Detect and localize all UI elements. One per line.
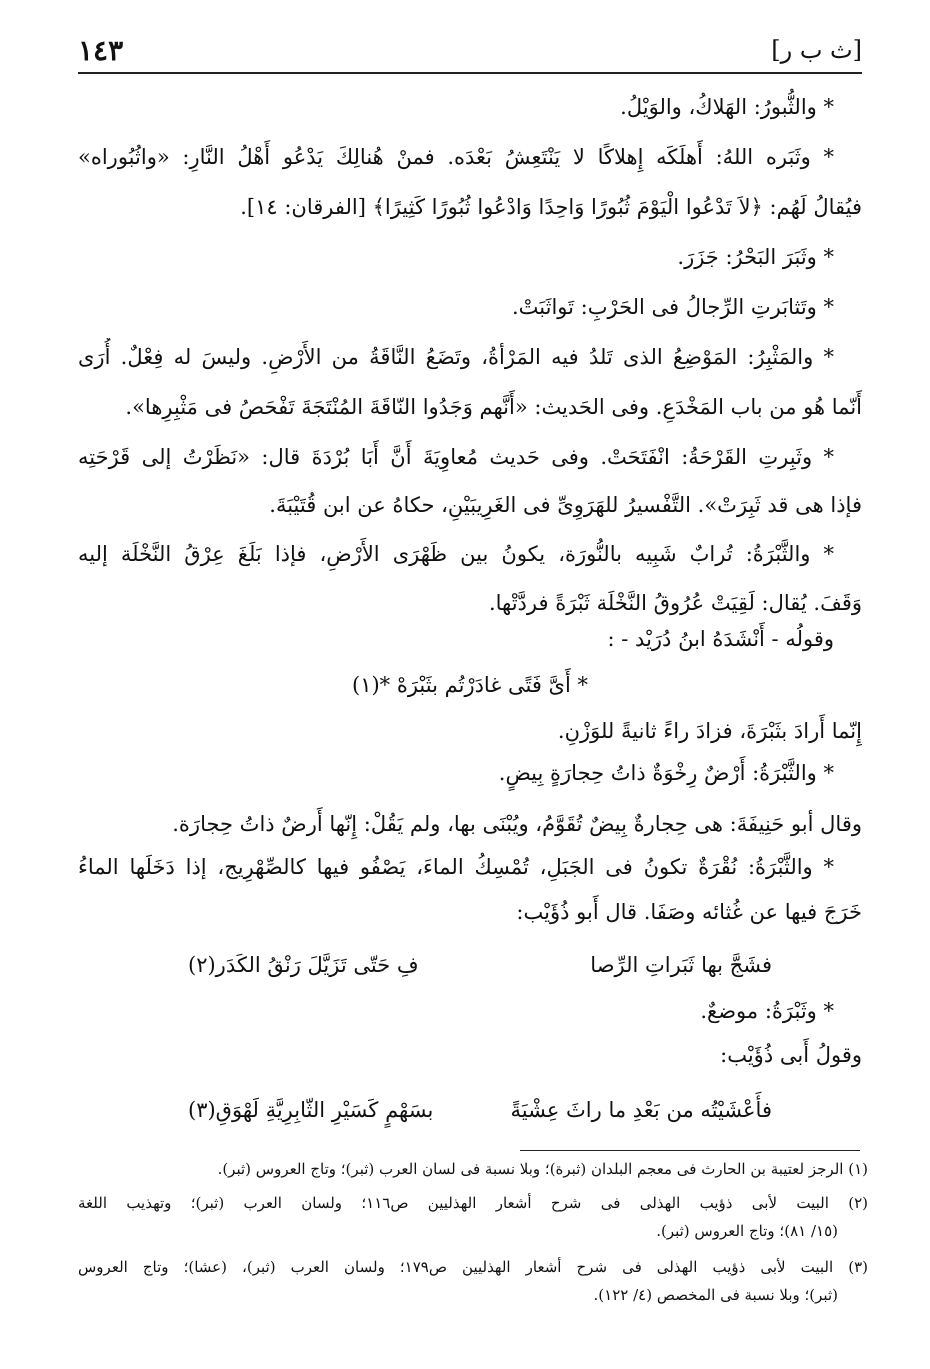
page-header — [78, 28, 862, 74]
entry-line: وقولُ أَبى ذُؤَيْب: — [720, 1043, 862, 1067]
footnote: (١) الرجز لعتيبة بن الحارث فى معجم البلدان (ثبرة)؛ وبلا نسبة فى لسان العرب (ثبر)؛ وتاج العروس (ثبر). — [217, 1160, 868, 1178]
entry-line: * وثَبْرَةُ: موضعٌ. — [700, 999, 834, 1023]
entry-line: * والثُّبورُ: الهَلاكُ، والوَيْلُ. — [620, 95, 834, 119]
entry-line: إِنّما أَرادَ بثَبْرَةَ، فزادَ راءً ثانيةً للوَزْنِ. — [557, 719, 862, 743]
verse-second-hemistich: فِ حَتّى تَزَيَّلَ رَنْقُ الكَدَر(٢) — [188, 953, 419, 977]
entry-line: خَرَجَ فيها عن غُثائه وصَفَا. قال أَبو ذُؤَيْب: — [516, 900, 862, 924]
rajaz-verse: * أَىَّ فَتًى غادَرْتُم بثَبْرَهْ *(١) — [351, 673, 588, 697]
root-letters-header: [ث ب ر] — [771, 36, 862, 64]
footnote: (ثبر)؛ وبلا نسبة فى المخصص (٤/ ١٢٢). — [593, 1286, 838, 1304]
verse-first-hemistich: فشَجَّ بها ثَبَراتِ الرِّصا — [590, 953, 772, 977]
entry-line: * وثَبَرَ البَحْرُ: جَزَرَ. — [677, 245, 834, 269]
entry-line: وقولُه - أَنْشَدَهُ ابنُ دُرَيْد - : — [607, 627, 834, 651]
footnote: (١٥/ ٨١)؛ وتاج العروس (ثبر). — [656, 1222, 838, 1240]
footnote-rule — [520, 1150, 860, 1151]
entry-line: وَقَفَ. يُقال: لَقِيَتْ عُرُوقُ النَّخْلَة ثَبْرَةً فردَّتْها. — [488, 591, 862, 615]
entry-line: * وتَثابَرتِ الرِّجالُ فى الحَرْبِ: تَواثَبَتْ. — [511, 295, 834, 319]
entry-line: فإذا هى قد ثَبِرَتْ». التَّفْسيرُ للهَرَوِىِّ فى الغَرِيبَيْنِ، حكاهُ عن ابن قُتَيْبَةَ. — [269, 493, 862, 517]
entry-line: فيُقالُ لَهُم: ﴿لاَ تَدْعُوا الْيَوْمَ ثُبُورًا وَاحِدًا وَادْعُوا ثُبُورًا كَثِيرًا﴾ [الفرقان: ١٤]. — [240, 195, 862, 219]
footnote: (٢) البيت لأبى ذؤيب الهذلى فى شرح أشعار الهذليين ص١١٦؛ ولسان العرب (ثبر)؛ وتهذيب اللغة — [78, 1194, 868, 1212]
entry-line: * والثَّبْرَةُ: تُرابٌ شَبِيه بالنُّورَة، يكونُ بين ظَهْرَى الأَرْضِ، فإذا بَلَغَ عِرْقُ النَّخْلَة إليه — [78, 542, 834, 566]
footnote: (٣) البيت لأبى ذؤيب الهذلى فى شرح أشعار الهذليين ص١٧٩؛ ولسان العرب (ثبر)، (عشا)؛ وتاج العروس — [78, 1258, 868, 1276]
header-rule — [78, 72, 862, 74]
entry-line: * والثَّبْرَةُ: أَرْضٌ رِخْوَةٌ ذاتُ حِجارَةٍ بِيضٍ. — [498, 761, 834, 785]
page-number: ١٤٣ — [78, 34, 124, 67]
entry-line: أَنّما هُو من باب المَخْدَعِ. وفى الحَديث: «أَنَّهم وَجَدُوا النّاقَةَ المُنْتَجَةَ تَفْحَصُ فى مَثْبِرِها». — [125, 395, 862, 419]
verse-second-hemistich: بسَهْمٍ كَسَيْرِ الثّابِرِيَّةِ لَهْوَقِ(٣) — [188, 1098, 434, 1122]
entry-line: * والمَثْبِرُ: المَوْضِعُ الذى تَلدُ فيه المَرْأةُ، وتَضَعُ النَّاقَةُ من الأَرْضِ. وليسَ له فِعْلٌ. أُرَى — [78, 345, 834, 369]
entry-line: * والثَّبْرَةُ: نُقْرَةٌ تكونُ فى الجَبَلِ، تُمْسِكُ الماءَ، يَصْفُو فيها كالصِّهْرِيج، إذا دَخَلَها الماءُ — [78, 855, 834, 879]
entry-line: * وثَبِرتِ القَرْحَةُ: انْفَتَحَتْ. وفى حَديث مُعاوِيَةَ أَنَّ أَبَا بُرْدَةَ قال: «نَظَرْتُ إلى قَرْحَتِه — [78, 445, 834, 469]
entry-line: وقال أبو حَنِيفَةَ: هى حِجارةٌ بِيضٌ تُقَوَّمُ، ويُبْنَى بها، ولم يَقُلْ: إِنّها أَرضٌ ذاتُ حِجارَة. — [172, 812, 862, 836]
verse-first-hemistich: فأَعْشَيْتُه من بَعْدِ ما راثَ عِشْيَةً — [510, 1098, 772, 1122]
entry-line: * وثَبَره اللهُ: أَهلَكَه إِهلاكًا لا يَنْتَعِشُ بَعْدَه. فمنْ هُنالِكَ يَدْعُو أَهْلُ النَّارِ: «واثُبُوراه» — [78, 145, 834, 169]
